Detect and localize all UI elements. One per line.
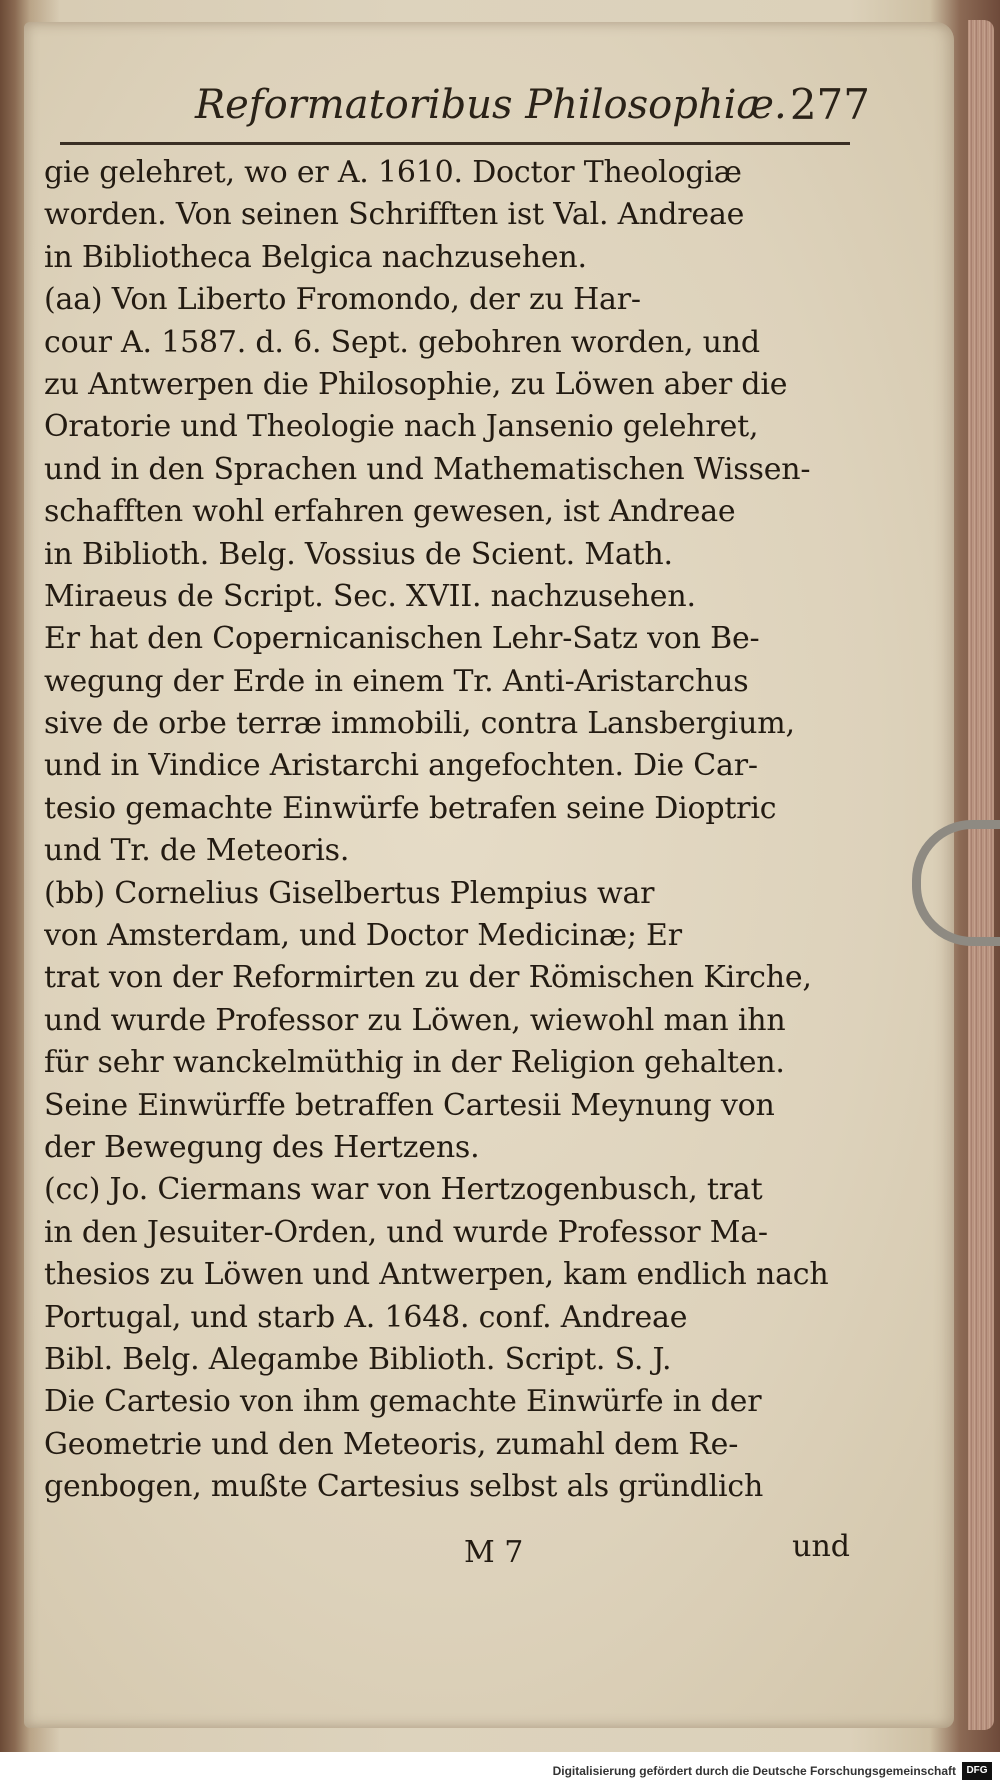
signature-mark: M 7	[464, 1535, 524, 1570]
text-line: Geometrie und den Meteoris, zumahl dem Re-	[44, 1426, 739, 1462]
dfg-logo: DFG	[962, 1762, 992, 1780]
text-line: und in Vindice Aristarchi angefochten. Die Car-	[44, 748, 758, 784]
text-line: worden. Von seinen Schrifften ist Val. Andreae	[44, 197, 745, 233]
text-line: (cc) Jo. Ciermans war von Hertzogenbusch, trat	[44, 1172, 763, 1208]
text-line: von Amsterdam, und Doctor Medicinæ; Er	[44, 918, 682, 954]
text-line: Miraeus de Script. Sec. XVII. nachzusehen.	[44, 578, 696, 614]
text-line: der Bewegung des Hertzens.	[44, 1129, 480, 1165]
body-text	[44, 152, 860, 1509]
catchword: und	[792, 1529, 850, 1564]
page-header	[60, 82, 870, 152]
funding-credit: Digitalisierung gefördert durch die Deutsche Forschungsgemeinschaft	[552, 1764, 956, 1778]
text-line: Seine Einwürffe betraffen Cartesii Meynung von	[44, 1087, 775, 1123]
text-line: Portugal, und starb A. 1648. conf. Andreae	[44, 1299, 688, 1335]
text-line: tesio gemachte Einwürfe betrafen seine Dioptric	[44, 790, 777, 826]
text-line: in den Jesuiter-Orden, und wurde Professor Ma-	[44, 1214, 768, 1250]
text-line: Er hat den Copernicanischen Lehr-Satz von Be-	[44, 621, 760, 657]
digitization-footer	[0, 1752, 1000, 1791]
text-line: Oratorie und Theologie nach Jansenio gelehret,	[44, 409, 759, 445]
text-line: in Biblioth. Belg. Vossius de Scient. Math.	[44, 536, 673, 572]
text-line: schafften wohl erfahren gewesen, ist Andreae	[44, 494, 736, 530]
text-line: (bb) Cornelius Giselbertus Plempius war	[44, 875, 655, 911]
text-line: Die Cartesio von ihm gemachte Einwürfe in der	[44, 1384, 762, 1420]
text-line: für sehr wanckelmüthig in der Religion gehalten.	[44, 1045, 785, 1081]
text-line: und wurde Professor zu Löwen, wiewohl man ihn	[44, 1002, 786, 1038]
text-line: Bibl. Belg. Alegambe Biblioth. Script. S. J.	[44, 1341, 672, 1377]
page-number: 277	[789, 80, 870, 129]
text-line: wegung der Erde in einem Tr. Anti-Aristarchus	[44, 663, 749, 699]
text-line: (aa) Von Liberto Fromondo, der zu Har-	[44, 282, 641, 318]
text-line: genbogen, mußte Cartesius selbst als gründlich	[44, 1469, 764, 1505]
page-foot	[44, 1529, 860, 1579]
text-line: und Tr. de Meteoris.	[44, 833, 350, 869]
text-line: und in den Sprachen und Mathematischen Wissen-	[44, 451, 811, 487]
text-line: gie gelehret, wo er A. 1610. Doctor Theologiæ	[44, 155, 742, 190]
running-title: Reformatoribus Philosophiæ.	[195, 82, 787, 128]
text-line: sive de orbe terræ immobili, contra Lansbergium,	[44, 706, 795, 742]
text-line: cour A. 1587. d. 6. Sept. gebohren worden, und	[44, 324, 760, 360]
text-line: trat von der Reformirten zu der Römischen Kirche,	[44, 960, 812, 996]
text-line: thesios zu Löwen und Antwerpen, kam endlich nach	[44, 1257, 829, 1293]
text-line: in Bibliotheca Belgica nachzusehen.	[44, 239, 587, 275]
text-line: zu Antwerpen die Philosophie, zu Löwen aber die	[44, 366, 788, 402]
header-rule	[60, 142, 850, 145]
